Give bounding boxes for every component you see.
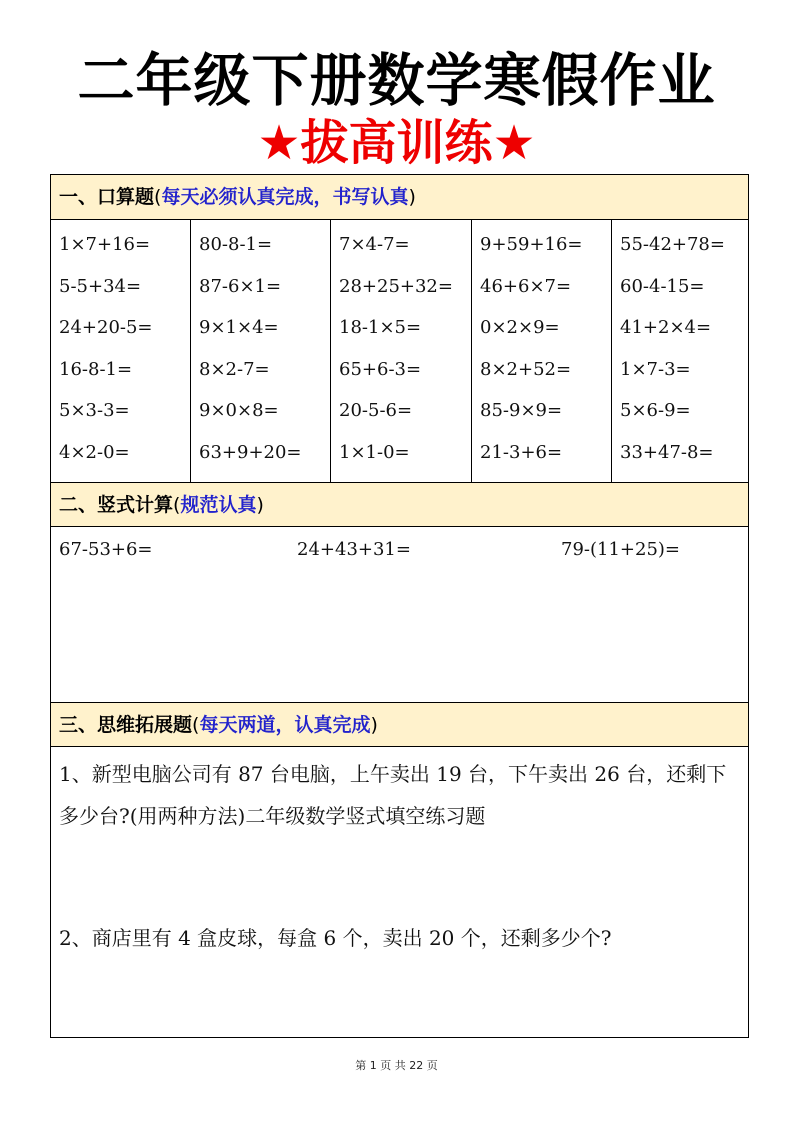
section-oral-label: 一、口算题 xyxy=(59,186,155,208)
section-vertical-note: 规范认真 xyxy=(180,494,257,516)
oral-item: 28+25+32= xyxy=(339,275,453,297)
oral-column-5 xyxy=(612,220,748,482)
oral-item: 63+9+20= xyxy=(199,441,302,463)
oral-item: 60-4-15= xyxy=(620,275,705,297)
page-number-footer: 第 1 页 共 22 页 xyxy=(355,1059,438,1072)
oral-item: 0×2×9= xyxy=(480,317,560,339)
oral-item: 87-6×1= xyxy=(199,275,282,297)
oral-item: 8×2-7= xyxy=(199,358,270,380)
oral-column-4 xyxy=(472,220,612,482)
oral-item: 20-5-6= xyxy=(339,400,413,422)
word-problems-area xyxy=(51,747,748,1037)
oral-item: 5×6-9= xyxy=(620,400,691,422)
oral-calculation-grid xyxy=(51,220,748,482)
oral-item: 9+59+16= xyxy=(480,234,583,255)
oral-item: 80-8-1= xyxy=(199,234,273,255)
vertical-question: 67-53+6= xyxy=(59,539,153,560)
oral-item: 33+47-8= xyxy=(620,441,714,463)
section-thinking-open-paren: ( xyxy=(192,714,200,736)
word-problem: 2、商店里有 4 盒皮球，每盒 6 个，卖出 20 个，还剩多少个? xyxy=(59,926,612,950)
section-vertical-header xyxy=(51,482,748,527)
oral-item: 9×0×8= xyxy=(199,400,279,422)
oral-column-2 xyxy=(191,220,331,482)
vertical-question: 24+43+31= xyxy=(297,539,411,560)
section-thinking-header xyxy=(51,702,748,747)
oral-item: 21-3+6= xyxy=(480,441,563,463)
section-thinking-close-paren: ) xyxy=(370,714,378,736)
oral-item: 1×1-0= xyxy=(339,441,410,463)
oral-item: 7×4-7= xyxy=(339,234,410,255)
oral-item: 65+6-3= xyxy=(339,358,422,380)
section-oral-close-paren: ) xyxy=(408,186,416,208)
section-oral-open-paren: ( xyxy=(154,186,162,208)
oral-column-1 xyxy=(51,220,191,482)
oral-item: 55-42+78= xyxy=(620,234,725,255)
section-thinking-label: 三、思维拓展题 xyxy=(59,714,193,736)
section-vertical-close-paren: ) xyxy=(256,494,264,516)
oral-item: 5×3-3= xyxy=(59,400,130,422)
section-vertical-open-paren: ( xyxy=(173,494,181,516)
oral-item: 46+6×7= xyxy=(480,275,572,297)
section-oral-note: 每天必须认真完成，书写认真 xyxy=(161,186,409,208)
page-title: 二年级下册数学寒假作业 xyxy=(77,48,716,114)
oral-item: 5-5+34= xyxy=(59,275,142,297)
section-vertical-label: 二、竖式计算 xyxy=(59,494,174,516)
oral-item: 16-8-1= xyxy=(59,358,133,380)
oral-item: 85-9×9= xyxy=(480,400,563,422)
oral-item: 24+20-5= xyxy=(59,317,153,339)
oral-item: 9×1×4= xyxy=(199,317,279,339)
worksheet-table xyxy=(50,174,749,1038)
section-thinking-note: 每天两道，认真完成 xyxy=(199,714,371,736)
section-oral-header xyxy=(51,175,748,220)
word-problem: 1、新型电脑公司有 87 台电脑，上午卖出 19 台，下午卖出 26 台，还剩下多少台?(用两种方法)二年级数学竖式填空练习题 xyxy=(59,762,727,828)
vertical-calculation-area xyxy=(51,527,748,702)
vertical-question: 79-(11+25)= xyxy=(561,539,681,560)
oral-item: 1×7+16= xyxy=(59,234,151,255)
oral-item: 4×2-0= xyxy=(59,441,130,463)
oral-item: 41+2×4= xyxy=(620,317,712,339)
oral-item: 8×2+52= xyxy=(480,358,572,380)
oral-column-3 xyxy=(331,220,472,482)
oral-item: 18-1×5= xyxy=(339,317,422,339)
page-subtitle: ★拔高训练★ xyxy=(257,115,536,171)
oral-item: 1×7-3= xyxy=(620,358,691,380)
